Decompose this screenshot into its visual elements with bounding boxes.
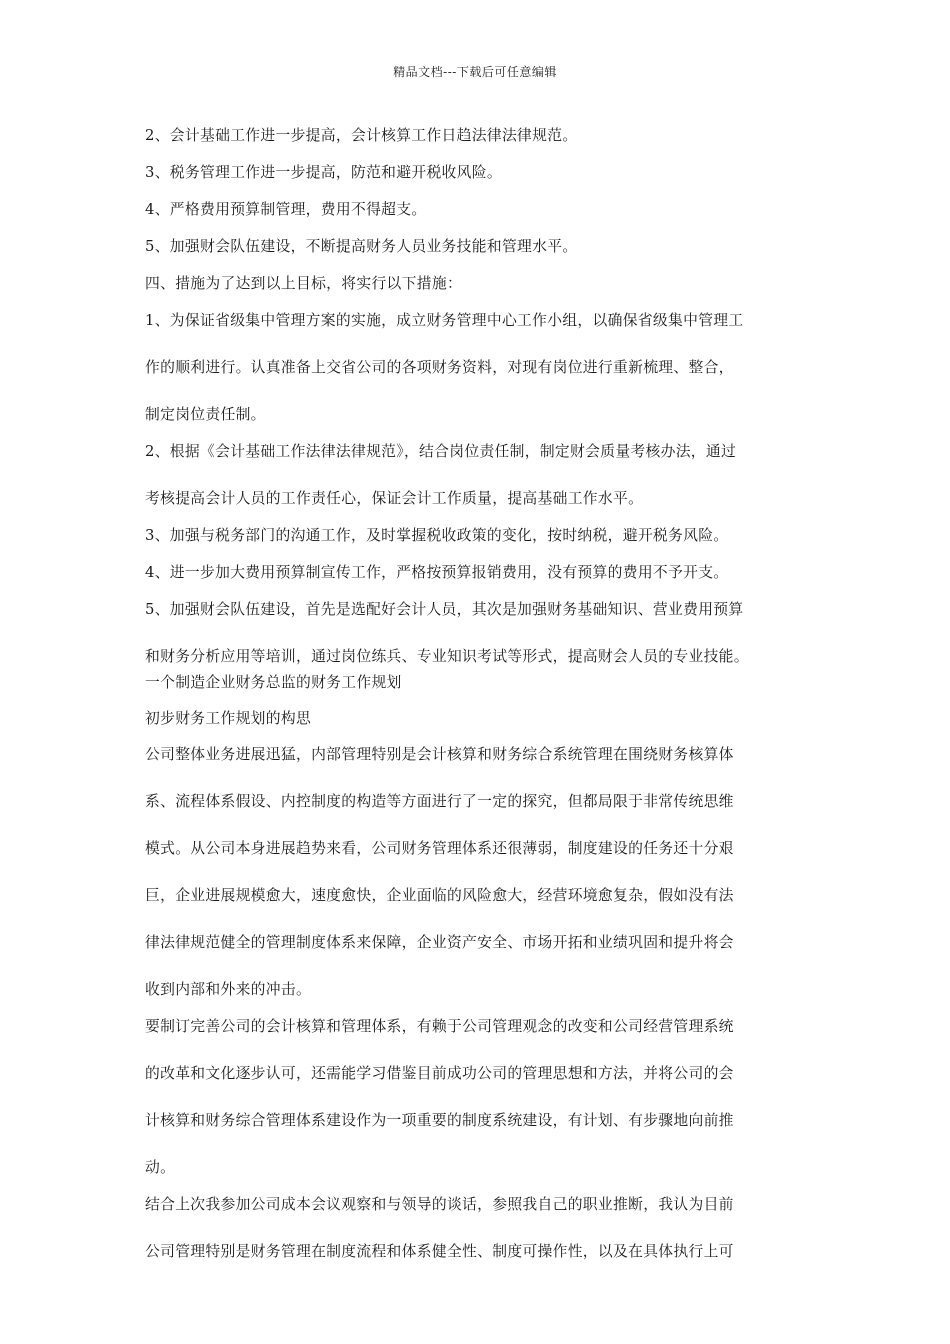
text-line: 2、会计基础工作进一步提高，会计核算工作日趋法律法律规范。 bbox=[145, 127, 578, 144]
text-line: 四、措施为了达到以上目标，将实行以下措施： bbox=[145, 275, 463, 292]
text-line: 5、加强财会队伍建设，不断提高财务人员业务技能和管理水平。 bbox=[145, 238, 578, 255]
text-line: 动。 bbox=[145, 1159, 176, 1176]
text-line: 4、严格费用预算制管理，费用不得超支。 bbox=[145, 201, 427, 218]
text-line: 作的顺利进行。认真准备上交省公司的各项财务资料，对现有岗位进行重新梳理、整合， bbox=[145, 359, 734, 376]
text-line: 4、进一步加大费用预算制宣传工作，严格按预算报销费用，没有预算的费用不予开支。 bbox=[145, 564, 729, 581]
text-line: 要制订完善公司的会计核算和管理体系，有赖于公司管理观念的改变和公司经营管理系统 bbox=[145, 1018, 734, 1035]
text-line: 巨，企业进展规模愈大，速度愈快，企业面临的风险愈大，经营环境愈复杂，假如没有法 bbox=[145, 887, 734, 904]
text-line: 一个制造企业财务总监的财务工作规划 bbox=[145, 674, 402, 691]
text-line: 3、税务管理工作进一步提高，防范和避开税收风险。 bbox=[145, 164, 502, 181]
text-line: 5、加强财会队伍建设，首先是选配好会计人员，其次是加强财务基础知识、营业费用预算 bbox=[145, 601, 744, 618]
text-line: 结合上次我参加公司成本会议观察和与领导的谈话，参照我自己的职业推断，我认为目前 bbox=[145, 1196, 734, 1213]
text-line: 2、根据《会计基础工作法律法律规范》，结合岗位责任制，制定财会质量考核办法，通过 bbox=[145, 443, 737, 460]
text-line: 律法律规范健全的管理制度体系来保障，企业资产安全、市场开拓和业绩巩固和提升将会 bbox=[145, 934, 734, 951]
document-body bbox=[145, 123, 813, 1265]
text-line: 3、加强与税务部门的沟通工作，及时掌握税收政策的变化，按时纳税，避开税务风险。 bbox=[145, 527, 729, 544]
text-line: 考核提高会计人员的工作责任心，保证会计工作质量，提高基础工作水平。 bbox=[145, 490, 644, 507]
text-line: 收到内部和外来的冲击。 bbox=[145, 981, 312, 998]
text-line: 模式。从公司本身进展趋势来看，公司财务管理体系还很薄弱，制度建设的任务还十分艰 bbox=[145, 840, 734, 857]
text-line: 和财务分析应用等培训，通过岗位练兵、专业知识考试等形式，提高财会人员的专业技能。 bbox=[145, 648, 749, 665]
text-line: 的改革和文化逐步认可，还需能学习借鉴目前成功公司的管理思想和方法，并将公司的会 bbox=[145, 1065, 734, 1082]
text-line: 计核算和财务综合管理体系建设作为一项重要的制度系统建设，有计划、有步骤地向前推 bbox=[145, 1112, 734, 1129]
text-line: 制定岗位责任制。 bbox=[145, 406, 266, 423]
text-line: 公司管理特别是财务管理在制度流程和体系健全性、制度可操作性，以及在具体执行上可 bbox=[145, 1243, 734, 1260]
page-header: 精品文档---下载后可任意编辑 bbox=[393, 65, 557, 79]
text-line: 公司整体业务进展迅猛，内部管理特别是会计核算和财务综合系统管理在围绕财务核算体 bbox=[145, 746, 734, 763]
text-line: 系、流程体系假设、内控制度的构造等方面进行了一定的探究，但都局限于非常传统思维 bbox=[145, 793, 734, 810]
text-line: 1、为保证省级集中管理方案的实施，成立财务管理中心工作小组，以确保省级集中管理工 bbox=[145, 312, 744, 329]
text-line: 初步财务工作规划的构思 bbox=[145, 710, 312, 727]
